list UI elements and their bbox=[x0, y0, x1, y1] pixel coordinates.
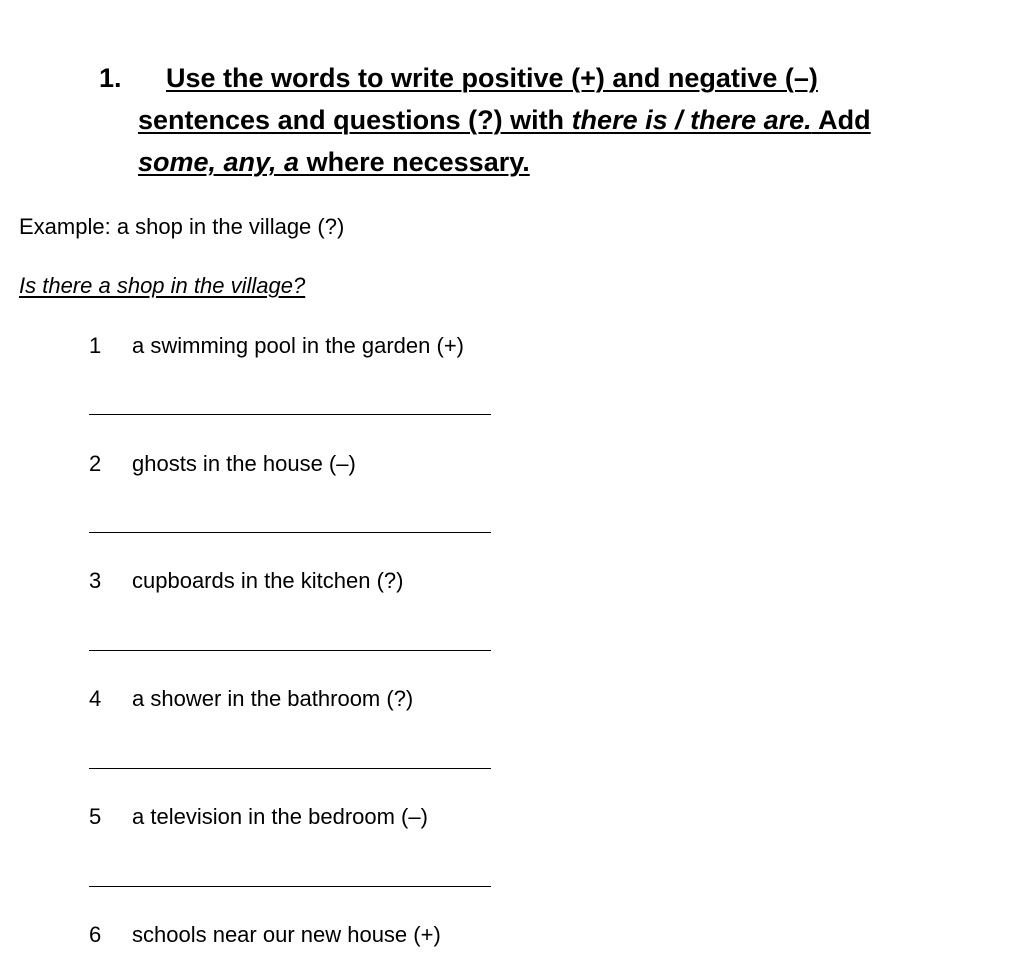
item-number: 1 bbox=[89, 333, 102, 358]
item-number: 5 bbox=[89, 804, 102, 829]
item-number: 4 bbox=[89, 686, 102, 711]
item-number: 3 bbox=[89, 568, 102, 593]
item-text: ghosts in the house (–) bbox=[132, 451, 356, 476]
item-number: 2 bbox=[89, 451, 102, 476]
answer-line-4[interactable] bbox=[89, 768, 491, 769]
heading-line-3: some, any, a where necessary. bbox=[138, 147, 530, 177]
example-prompt: Example: a shop in the village (?) bbox=[19, 214, 345, 239]
heading-keywords: some, any, a bbox=[138, 147, 300, 177]
item-text: a shower in the bathroom (?) bbox=[132, 686, 414, 711]
exercise-item-1 bbox=[89, 331, 464, 361]
exercise-item-6 bbox=[89, 920, 441, 950]
item-number: 6 bbox=[89, 922, 102, 947]
answer-line-1[interactable] bbox=[89, 414, 491, 415]
item-text: schools near our new house (+) bbox=[132, 922, 441, 947]
answer-line-2[interactable] bbox=[89, 532, 491, 533]
heading-line-1: Use the words to write positive (+) and negative (–) bbox=[166, 63, 818, 93]
exercise-item-2 bbox=[89, 449, 356, 479]
exercise-item-5 bbox=[89, 802, 428, 832]
answer-line-3[interactable] bbox=[89, 650, 491, 651]
item-text: a swimming pool in the garden (+) bbox=[132, 333, 464, 358]
item-text: a television in the bedroom (–) bbox=[132, 804, 428, 829]
heading-keyword: there is / there are. bbox=[571, 105, 812, 135]
exercise-heading bbox=[99, 57, 999, 183]
exercise-item-4 bbox=[89, 684, 413, 714]
example-answer: Is there a shop in the village? bbox=[19, 273, 306, 298]
exercise-item-3 bbox=[89, 566, 404, 596]
item-text: cupboards in the kitchen (?) bbox=[132, 568, 404, 593]
exercise-number: 1. bbox=[99, 63, 122, 93]
heading-line-2: sentences and questions (?) with there is / there are. Add bbox=[138, 105, 871, 135]
answer-line-5[interactable] bbox=[89, 886, 491, 887]
